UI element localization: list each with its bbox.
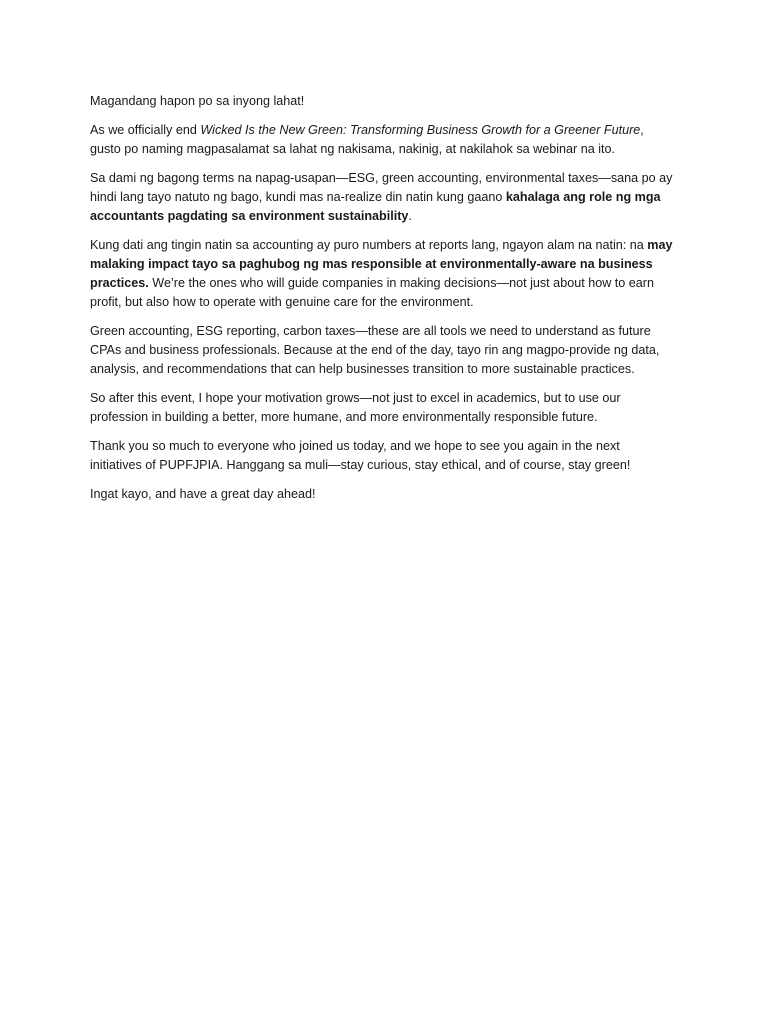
paragraph-5-text: So after this event, I hope your motivation grows—not just to excel in academics, but to use our profession in building a better, more humane, and more environmentally responsible future. [90,391,621,424]
closing-paragraph [90,485,674,504]
paragraph-2 [90,169,674,226]
paragraph-5 [90,389,674,427]
paragraph-2-text-a: Sa dami ng bagong terms na napag-usapan—ESG, green accounting, environmental taxes—sana po ay hindi lang tayo natuto ng bago, kundi mas na-realize din natin kung gaano [90,171,673,204]
greeting-paragraph [90,92,674,111]
paragraph-1-text-b: , gusto po naming magpasalamat sa lahat ng nakisama, nakinig, at nakilahok sa webinar na ito. [90,123,644,156]
paragraph-4-text: Green accounting, ESG reporting, carbon taxes—these are all tools we need to understand as future CPAs and business professionals. Because at the end of the day, tayo rin ang magpo-provide ng data, analysis, and recommendations that can help businesses transition to more sustainable practices. [90,324,660,376]
paragraph-1-text-a: As we officially end [90,123,201,137]
paragraph-6 [90,437,674,475]
paragraph-6-text: Thank you so much to everyone who joined us today, and we hope to see you again in the next initiatives of PUPFJPIA. Hanggang sa muli—stay curious, stay ethical, and of course, stay green! [90,439,631,472]
paragraph-2-emphasis: kahalaga ang role ng mga accountants pagdating sa environment sustainability [90,190,661,223]
webinar-title: Wicked Is the New Green: Transforming Business Growth for a Greener Future [200,123,641,137]
closing-text: Ingat kayo, and have a great day ahead! [90,487,316,501]
letter-body [90,92,674,514]
paragraph-3-emphasis: may malaking impact tayo sa paghubog ng mas responsible at environmentally-aware na business practices. [90,238,673,290]
paragraph-3-text-b: We’re the ones who will guide companies in making decisions—not just about how to earn profit, but also how to operate with genuine care for the environment. [90,276,655,309]
paragraph-1 [90,121,674,159]
paragraph-3-text-a: Kung dati ang tingin natin sa accounting ay puro numbers at reports lang, ngayon alam na natin: na [90,238,648,252]
greeting-text: Magandang hapon po sa inyong lahat! [90,94,305,108]
paragraph-4 [90,322,674,379]
paragraph-3 [90,236,674,312]
paragraph-2-text-b: . [408,209,412,223]
